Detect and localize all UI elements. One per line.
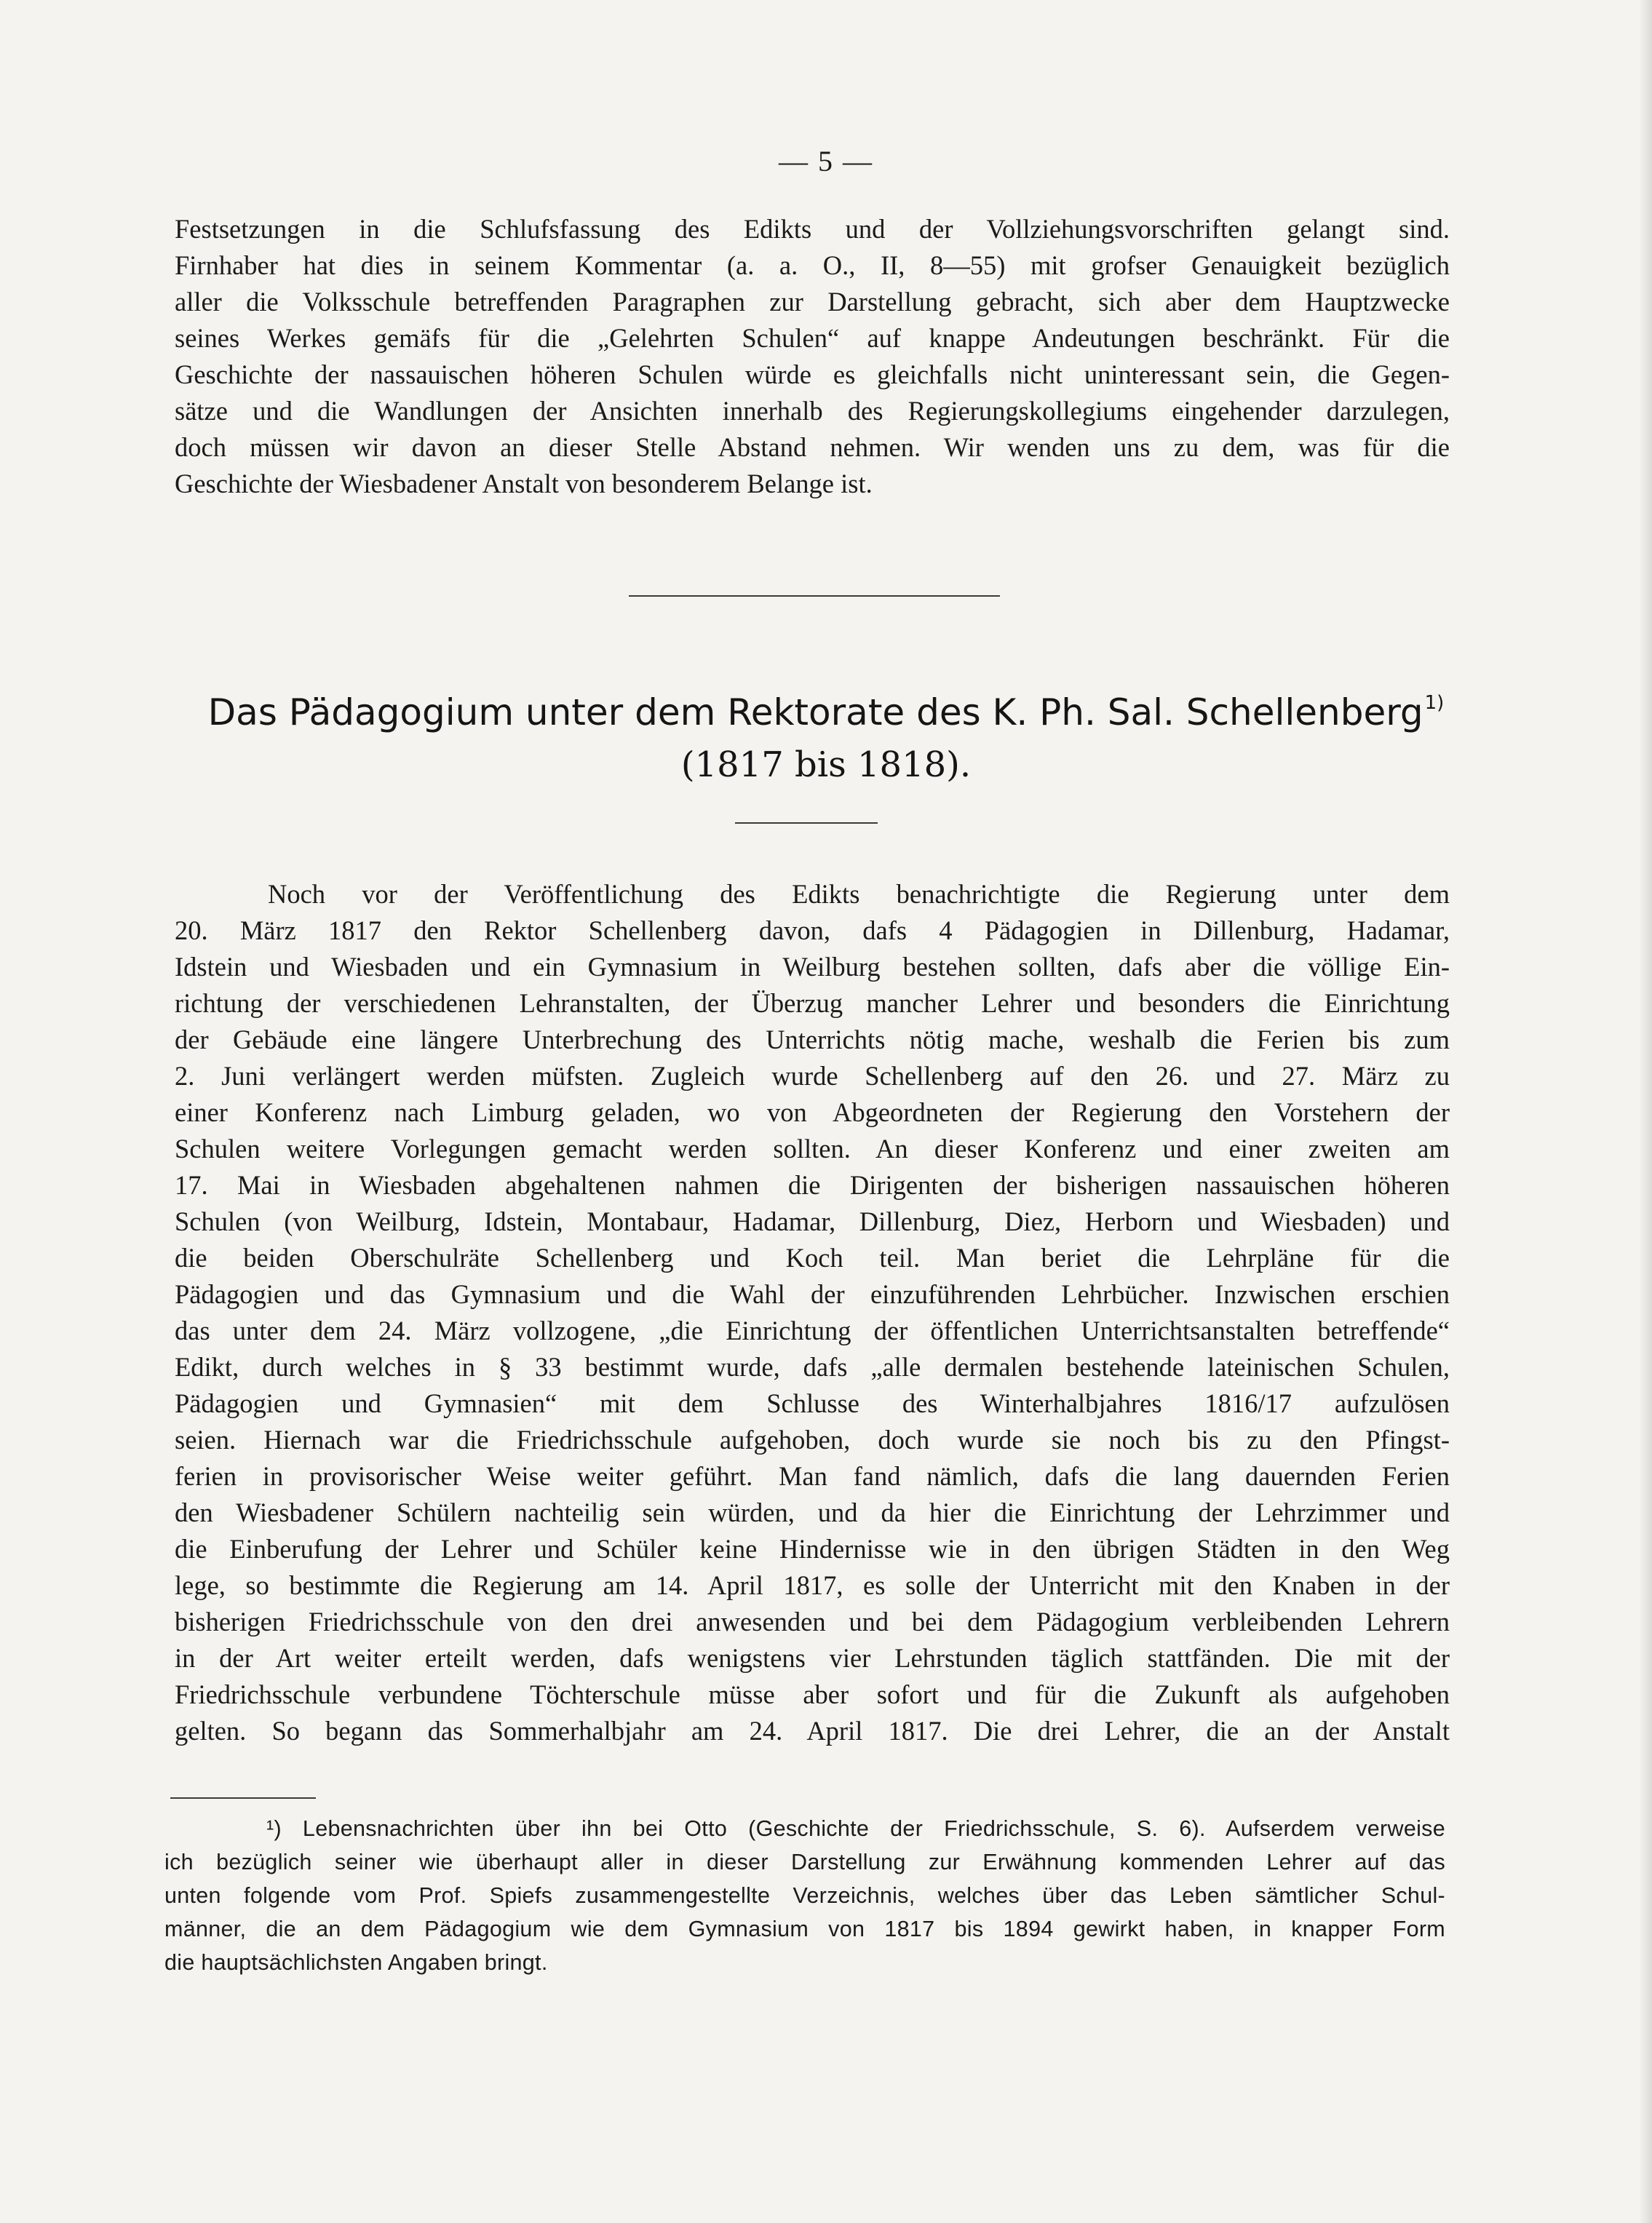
main-paragraph [175, 876, 1450, 1749]
text-line: Schulen (von Weilburg, Idstein, Montabaur, Hadamar, Dillenburg, Diez, Herborn und Wiesbaden) und [175, 1206, 1450, 1236]
text-line: gelten. So begann das Sommerhalbjahr am 24. April 1817. Die drei Lehrer, die an der Anstalt [175, 1716, 1450, 1746]
text-line: Schulen weitere Vorlegungen gemacht werden sollten. An dieser Konferenz und einer zweiten am [175, 1134, 1450, 1164]
text-line: sätze und die Wandlungen der Ansichten innerhalb des Regierungskollegiums eingehender darzulegen, [175, 396, 1450, 426]
text-line: Firnhaber hat dies in seinem Kommentar (a. a. O., II, 8—55) mit grofser Genauigkeit bezüglich [175, 250, 1450, 280]
text-line: Pädagogien und Gymnasien“ mit dem Schlusse des Winterhalbjahres 1816/17 aufzulösen [175, 1388, 1450, 1418]
intro-paragraph [175, 211, 1450, 502]
page-number: — 5 — [779, 145, 873, 178]
text-line: der Gebäude eine längere Unterbrechung des Unterrichts nötig mache, weshalb die Ferien bis zum [175, 1025, 1450, 1054]
text-line: die beiden Oberschulräte Schellenberg und Koch teil. Man beriet die Lehrpläne für die [175, 1243, 1450, 1273]
scan-edge-shadow [1639, 0, 1652, 2223]
footnote-block [164, 1812, 1445, 1979]
heading-divider [735, 822, 878, 824]
section-heading [0, 687, 1652, 738]
footnote-line: ich bezüglich seiner wie überhaupt aller in dieser Darstellung zur Erwähnung kommenden Lehrer auf das [164, 1850, 1445, 1874]
footnote-line: ¹) Lebensnachrichten über ihn bei Otto (Geschichte der Friedrichsschule, S. 6). Aufserdem verweise [266, 1816, 1445, 1841]
text-line: doch müssen wir davon an dieser Stelle Abstand nehmen. Wir wenden uns zu dem, was für die [175, 432, 1450, 462]
text-line: lege, so bestimmte die Regierung am 14. April 1817, es solle der Unterricht mit den Knaben in der [175, 1570, 1450, 1600]
text-line: das unter dem 24. März vollzogene, „die Einrichtung der öffentlichen Unterrichtsanstalten betreffende“ [175, 1316, 1450, 1345]
text-line: Pädagogien und das Gymnasium und die Wahl der einzuführenden Lehrbücher. Inzwischen erschien [175, 1279, 1450, 1309]
text-line: seines Werkes gemäfs für die „Gelehrten Schulen“ auf knappe Andeutungen beschränkt. Für die [175, 323, 1450, 353]
text-line: einer Konferenz nach Limburg geladen, wo von Abgeordneten der Regierung den Vorstehern der [175, 1097, 1450, 1127]
text-line: Idstein und Wiesbaden und ein Gymnasium in Weilburg bestehen sollten, dafs aber die völlige Ein- [175, 952, 1450, 982]
text-line: richtung der verschiedenen Lehranstalten, der Überzug mancher Lehrer und besonders die Einrichtung [175, 988, 1450, 1018]
section-subtitle: (1817 bis 1818). [680, 744, 972, 785]
text-line: 20. März 1817 den Rektor Schellenberg davon, dafs 4 Pädagogien in Dillenburg, Hadamar, [175, 915, 1450, 945]
text-line: Geschichte der Wiesbadener Anstalt von besonderem Belange ist. [175, 469, 873, 498]
footnote-line: unten folgende vom Prof. Spiefs zusammengestellte Verzeichnis, welches über das Leben sämtlicher Schul- [164, 1883, 1445, 1908]
footnote-line: die hauptsächlichsten Angaben bringt. [164, 1950, 548, 1975]
text-line: seien. Hiernach war die Friedrichsschule aufgehoben, doch wurde sie noch bis zu den Pfingst- [175, 1425, 1450, 1455]
text-line: 2. Juni verlängert werden müfsten. Zugleich wurde Schellenberg auf den 26. und 27. März zu [175, 1061, 1450, 1091]
text-line: Edikt, durch welches in § 33 bestimmt wurde, dafs „alle dermalen bestehende lateinischen Schulen, [175, 1352, 1450, 1382]
text-line: aller die Volksschule betreffenden Paragraphen zur Darstellung gebracht, sich aber dem Hauptzwecke [175, 287, 1450, 317]
text-line: bisherigen Friedrichsschule von den drei anwesenden und bei dem Pädagogium verbleibenden Lehrern [175, 1607, 1450, 1637]
footnote-line: männer, die an dem Pädagogium wie dem Gymnasium von 1817 bis 1894 gewirkt haben, in knapper Form [164, 1917, 1445, 1941]
text-line: die Einberufung der Lehrer und Schüler keine Hindernisse wie in den übrigen Städten in den Weg [175, 1534, 1450, 1564]
section-divider [629, 595, 1000, 597]
section-title: Das Pädagogium unter dem Rektorate des K. Ph. Sal. Schellenberg [207, 691, 1423, 733]
text-line: in der Art weiter erteilt werden, dafs wenigstens vier Lehrstunden täglich stattfänden. Die mit der [175, 1643, 1450, 1673]
text-line: den Wiesbadener Schülern nachteilig sein würden, und da hier die Einrichtung der Lehrzimmer und [175, 1498, 1450, 1527]
text-line: Festsetzungen in die Schlufsfassung des Edikts und der Vollziehungsvorschriften gelangt sind. [175, 214, 1450, 244]
text-line: Noch vor der Veröffentlichung des Edikts benachrichtigte die Regierung unter dem [268, 879, 1450, 909]
footnote-mark: 1) [1424, 692, 1445, 714]
text-line: Friedrichsschule verbundene Töchterschule müsse aber sofort und für die Zukunft als aufgehoben [175, 1679, 1450, 1709]
text-line: Geschichte der nassauischen höheren Schulen würde es gleichfalls nicht uninteressant sein, die Gegen- [175, 359, 1450, 389]
footnote-divider [170, 1797, 316, 1799]
text-line: 17. Mai in Wiesbaden abgehaltenen nahmen die Dirigenten der bisherigen nassauischen höheren [175, 1170, 1450, 1200]
text-line: ferien in provisorischer Weise weiter geführt. Man fand nämlich, dafs die lang dauernden Ferien [175, 1461, 1450, 1491]
